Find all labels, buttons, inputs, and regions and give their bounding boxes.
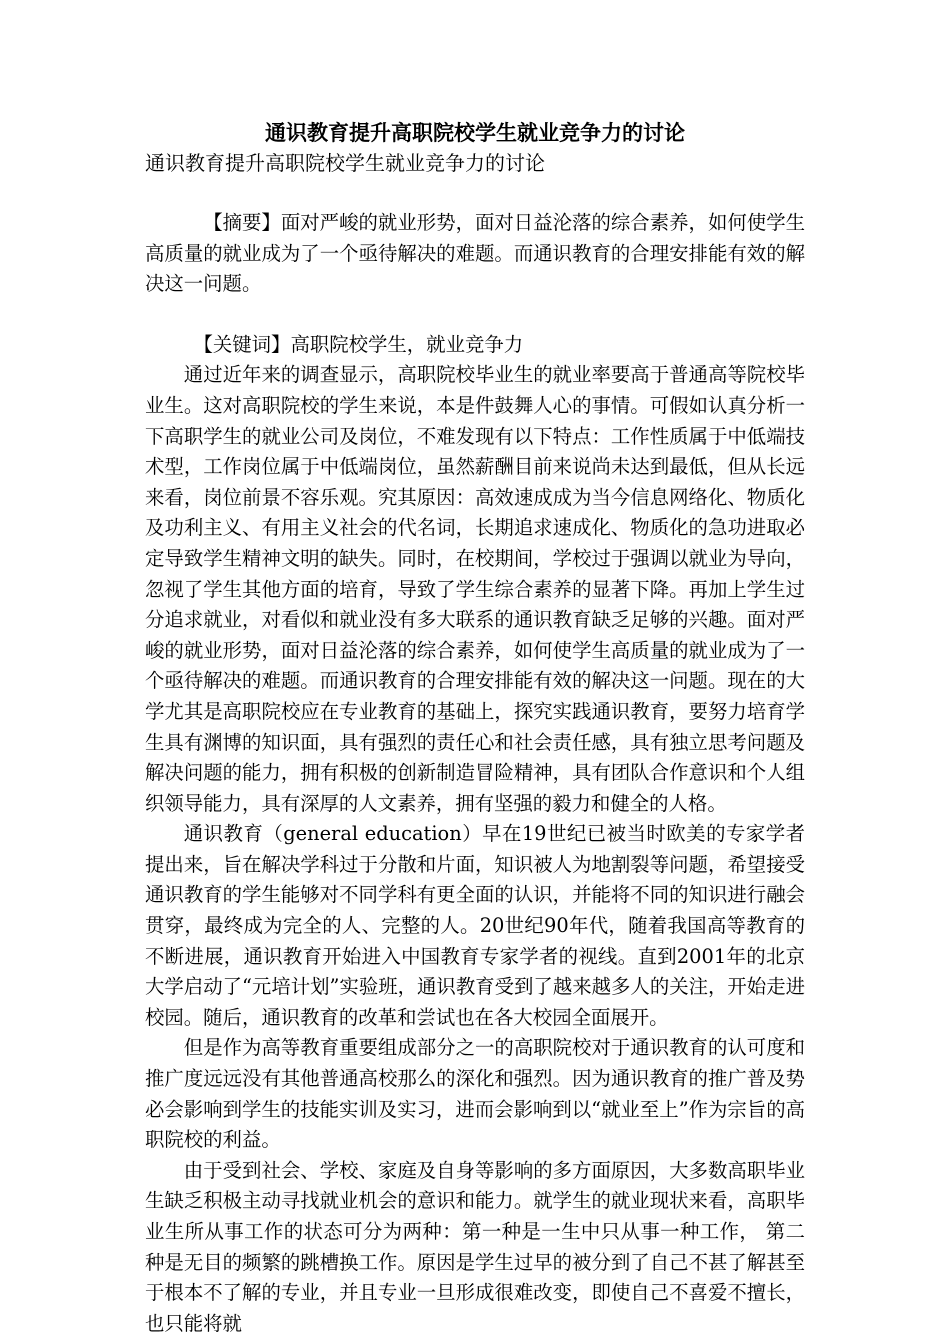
body-paragraph: 由于受到社会、学校、家庭及自身等影响的多方面原因，大多数高职毕业生缺乏积极主动寻找就业机会的意识和能力。就学生的就业现状来看，高职毕业生所从事工作的状态可分为两种：第一种是一生中只从事一种工作， 第二种是无目的频繁的跳槽换工作。原因是学生过早的被分到了自己不甚了解甚至于根本不了解的专业，并且专业一旦形成很难改变，即使自己不喜爱不擅长，也只能将就: [145, 1158, 805, 1335]
document-subtitle: 通识教育提升高职院校学生就业竞争力的讨论: [145, 151, 545, 175]
keywords-paragraph: 【关键词】高职院校学生，就业竞争力: [193, 332, 524, 356]
document-page: [145, 118, 805, 1339]
body-paragraph: 通过近年来的调查显示，高职院校毕业生的就业率要高于普通高等院校毕业生。这对高职院校的学生来说，本是件鼓舞人心的事情。可假如认真分析一下高职学生的就业公司及岗位，不难发现有以下特点：工作性质属于中低端技术型，工作岗位属于中低端岗位，虽然薪酬目前来说尚未达到最低，但从长远来看，岗位前景不容乐观。究其原因：高效速成成为当今信息网络化、物质化及功利主义、有用主义社会的代名词，长期追求速成化、物质化的急功进取必定导致学生精神文明的缺失。同时，在校期间，学校过于强调以就业为导向，忽视了学生其他方面的培育，导致了学生综合素养的显著下降。再加上学生过分追求就业，对看似和就业没有多大联系的通识教育缺乏足够的兴趣。面对严峻的就业形势，面对日益沦落的综合素养，如何使学生高质量的就业成为了一个亟待解决的难题。而通识教育的合理安排能有效的解决这一问题。现在的大学尤其是高职院校应在专业教育的基础上，探究实践通识教育，要努力培育学生具有渊博的知识面，具有强烈的责任心和社会责任感，具有独立思考问题及解决问题的能力，拥有积极的创新制造冒险精神，具有团队合作意识和个人组织领导能力，具有深厚的人文素养，拥有坚强的毅力和健全的人格。: [145, 363, 805, 815]
abstract-paragraph: 【摘要】面对严峻的就业形势，面对日益沦落的综合素养，如何使学生高质量的就业成为了一个亟待解决的难题。而通识教育的合理安排能有效的解决这一问题。: [145, 211, 805, 296]
body-paragraph: 通识教育（general education）早在19世纪已被当时欧美的专家学者提出来，旨在解决学科过于分散和片面，知识被人为地割裂等问题，希望接受通识教育的学生能够对不同学科有更全面的认识，并能将不同的知识进行融会贯穿，最终成为完全的人、完整的人。20世纪90年代，随着我国高等教育的不断进展，通识教育开始进入中国教育专家学者的视线。直到2001年的北京大学启动了“元培计划”实验班，通识教育受到了越来越多人的关注，开始走进校园。随后，通识教育的改革和尝试也在各大校园全面展开。: [145, 822, 805, 1029]
body-paragraph: 但是作为高等教育重要组成部分之一的高职院校对于通识教育的认可度和推广度远远没有其他普通高校那么的深化和强烈。因为通识教育的推广普及势必会影响到学生的技能实训及实习，进而会影响到以“就业至上”作为宗旨的高职院校的利益。: [145, 1036, 805, 1152]
document-title: 通识教育提升高职院校学生就业竞争力的讨论: [265, 120, 685, 145]
